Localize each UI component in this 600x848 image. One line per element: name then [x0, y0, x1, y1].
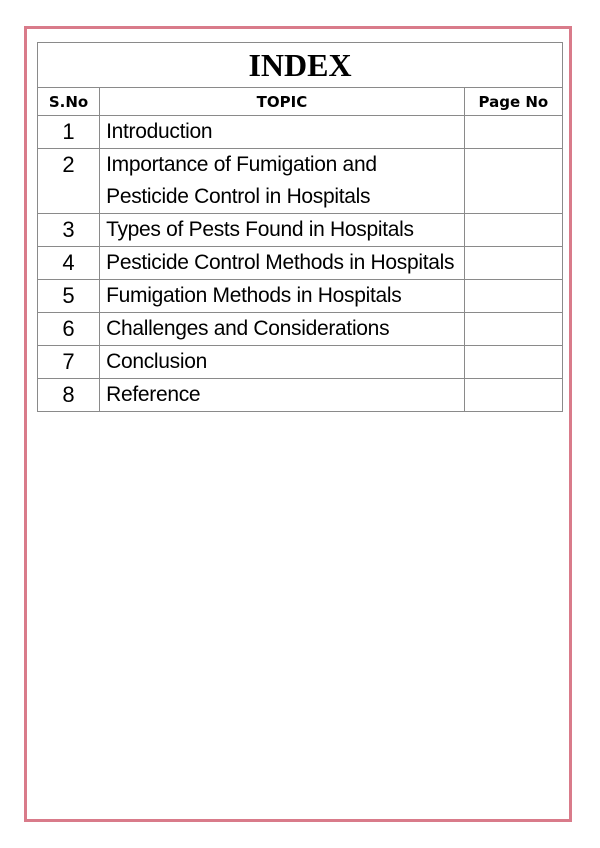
topic-cell: Types of Pests Found in Hospitals — [100, 214, 465, 247]
topic-cell: Fumigation Methods in Hospitals — [100, 280, 465, 313]
header-row — [38, 88, 563, 116]
topic-cell: Importance of Fumigation and Pesticide Control in Hospitals — [100, 149, 465, 214]
table-row — [38, 116, 563, 149]
table-row — [38, 214, 563, 247]
page-cell — [464, 247, 562, 280]
topic-cell: Conclusion — [100, 346, 465, 379]
table-row — [38, 379, 563, 412]
page-cell — [464, 116, 562, 149]
topic-cell: Pesticide Control Methods in Hospitals — [100, 247, 465, 280]
topic-cell: Introduction — [100, 116, 465, 149]
header-topic: TOPIC — [100, 88, 465, 116]
header-page: Page No — [464, 88, 562, 116]
page-cell — [464, 379, 562, 412]
topic-cell: Reference — [100, 379, 465, 412]
page-cell — [464, 149, 562, 214]
sno-cell: 5 — [38, 280, 100, 313]
sno-cell: 3 — [38, 214, 100, 247]
table-row — [38, 313, 563, 346]
header-sno: S.No — [38, 88, 100, 116]
page-cell — [464, 313, 562, 346]
table-row — [38, 247, 563, 280]
topic-cell: Challenges and Considerations — [100, 313, 465, 346]
table-row — [38, 346, 563, 379]
index-table — [37, 42, 563, 412]
sno-cell: 8 — [38, 379, 100, 412]
sno-cell: 2 — [38, 149, 100, 214]
page-cell — [464, 346, 562, 379]
sno-cell: 7 — [38, 346, 100, 379]
table-row — [38, 280, 563, 313]
page-cell — [464, 214, 562, 247]
page-cell — [464, 280, 562, 313]
sno-cell: 6 — [38, 313, 100, 346]
sno-cell: 4 — [38, 247, 100, 280]
table-row — [38, 149, 563, 214]
title-row — [38, 43, 563, 88]
sno-cell: 1 — [38, 116, 100, 149]
index-title: INDEX — [38, 43, 563, 88]
